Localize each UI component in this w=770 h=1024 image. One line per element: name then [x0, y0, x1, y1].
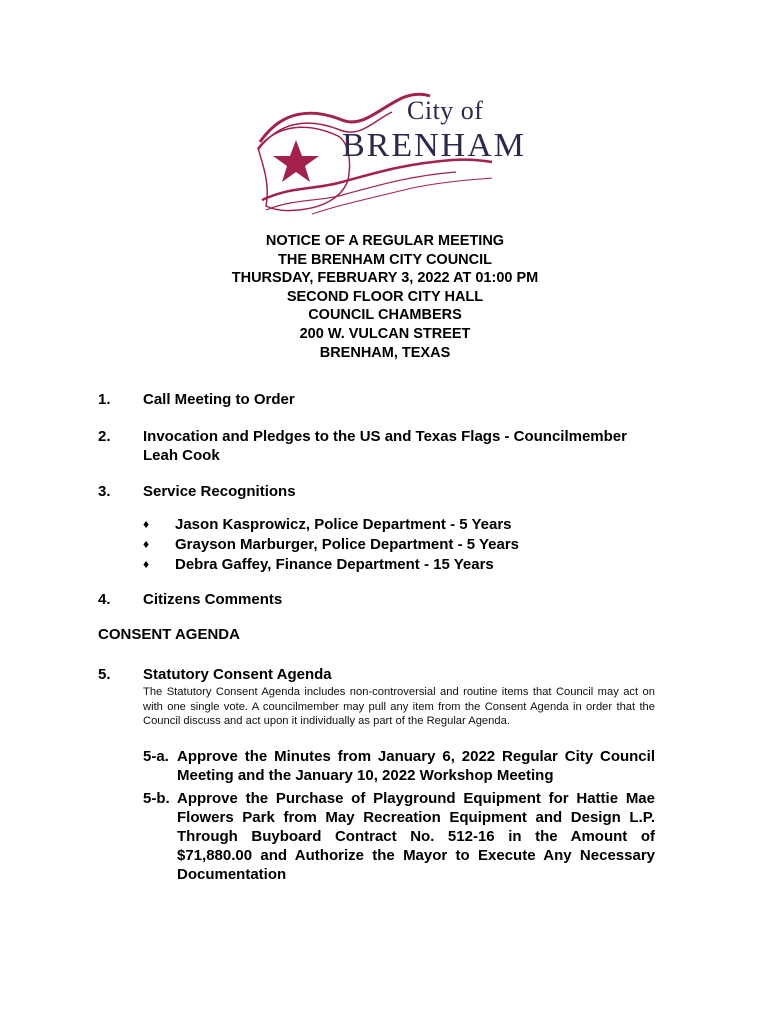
header-line: BRENHAM, TEXAS: [319, 344, 451, 361]
agenda-item-number: 5.: [98, 666, 111, 683]
header-line: 200 W. VULCAN STREET: [299, 325, 471, 342]
sub-item-label: 5-a.: [143, 748, 169, 765]
sub-item-label: 5-b.: [143, 790, 170, 807]
diamond-bullet-icon: ♦: [143, 537, 150, 551]
sub-item-text: Approve the Minutes from January 6, 2022 Regular City Council Meeting and the January 10, 2022 Workshop Meeting: [177, 748, 655, 784]
agenda-item-number: 1.: [98, 391, 111, 408]
header-line: COUNCIL CHAMBERS: [308, 307, 462, 324]
agenda-item-text: Invocation and Pledges to the US and Texas Flags - Councilmember Leah Cook: [143, 428, 627, 464]
header-line: NOTICE OF A REGULAR MEETING: [265, 233, 505, 249]
consent-sub-item: [143, 747, 655, 785]
header-line: THURSDAY, FEBRUARY 3, 2022 AT 01:00 PM: [231, 270, 539, 287]
recognition-text: Jason Kasprowicz, Police Department - 5 Years: [175, 516, 512, 533]
diamond-bullet-icon: ♦: [143, 517, 150, 531]
consent-description: The Statutory Consent Agenda includes non-controversial and routine items that Council may act on with one single vote. A councilmember may pull any item from the Consent Agenda in order that the Council discuss and act upon it individually as part of the Regular Agenda.: [143, 686, 655, 727]
header-line: THE BRENHAM CITY COUNCIL: [277, 251, 492, 268]
consent-sub-item: [143, 789, 655, 884]
agenda-item-text: Citizens Comments: [143, 591, 283, 608]
sub-item-text: Approve the Purchase of Playground Equipment for Hattie Mae Flowers Park from May Recreation Equipment and Design L.P. Through Buyboard Contract No. 512-16 in the Amount of $71,880.00 and Authorize the Mayor to Execute Any Necessary Documentation: [177, 790, 655, 883]
notice-header: [0, 232, 770, 362]
recognition-text: Grayson Marburger, Police Department - 5 Years: [175, 536, 520, 553]
logo-name-text: BRENHAM: [342, 127, 527, 164]
agenda-item-text: Call Meeting to Order: [143, 391, 295, 408]
consent-agenda-heading: CONSENT AGENDA: [98, 626, 240, 643]
agenda-item-text: Statutory Consent Agenda: [143, 666, 332, 683]
recognition-text: Debra Gaffey, Finance Department - 15 Years: [175, 556, 494, 573]
diamond-bullet-icon: ♦: [143, 557, 150, 571]
agenda-item-number: 4.: [98, 591, 111, 608]
header-line: SECOND FLOOR CITY HALL: [286, 288, 484, 305]
logo-star-icon: [273, 140, 319, 182]
agenda-item-number: 2.: [98, 428, 111, 445]
agenda-item-text: Service Recognitions: [143, 483, 296, 500]
agenda-item-number: 3.: [98, 483, 111, 500]
logo-city-text: City of: [407, 96, 484, 125]
